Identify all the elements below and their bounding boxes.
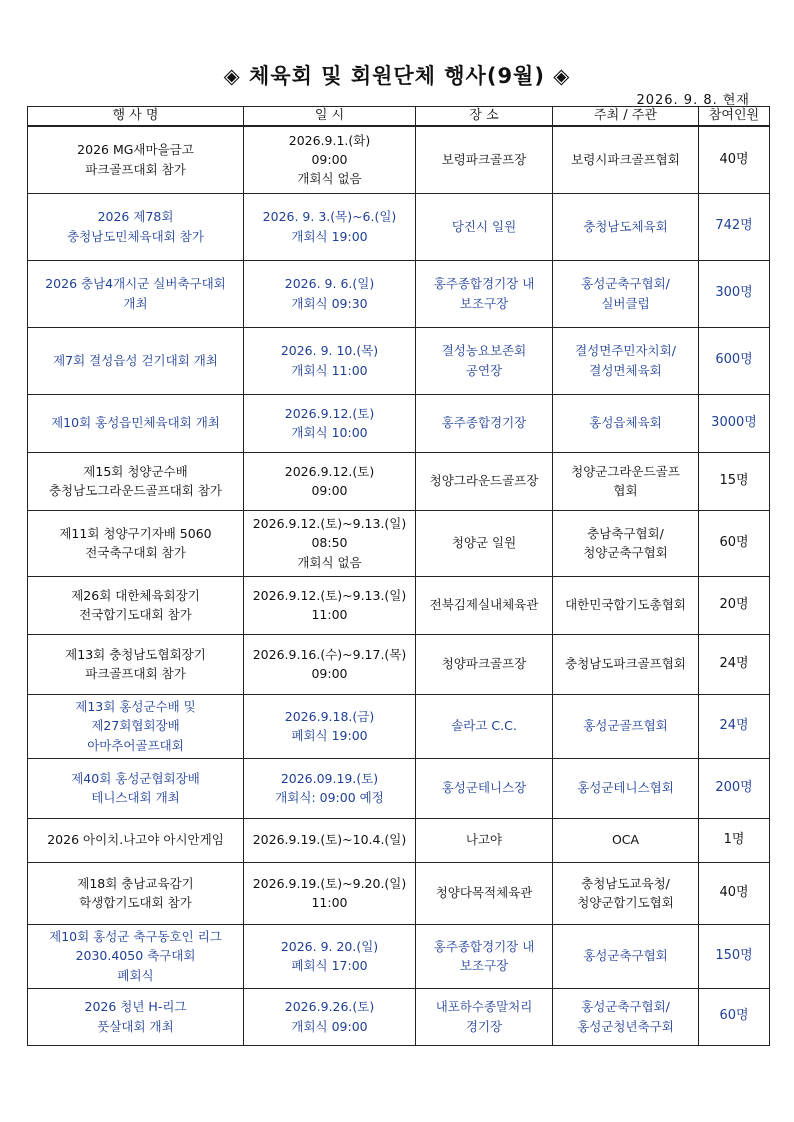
datetime-line: 개회식 09:30 xyxy=(291,295,368,311)
datetime-line: 폐회식 19:00 xyxy=(291,728,368,743)
event-name-line: 아마추어골프대회 xyxy=(87,737,184,753)
table-row xyxy=(28,452,770,510)
datetime-cell xyxy=(244,758,416,818)
participants-cell: 40명 xyxy=(699,862,770,924)
table-row xyxy=(28,510,770,576)
datetime-line: 개회식 10:00 xyxy=(291,425,368,440)
event-name-line: 충청남도그라운드골프대회 참가 xyxy=(48,483,223,498)
place-line: 청양군 일원 xyxy=(451,535,517,551)
datetime-line: 개회식: 09:00 예정 xyxy=(275,790,384,805)
host-cell xyxy=(553,452,699,510)
host-cell xyxy=(553,193,699,260)
as-of-date: 2026. 9. 8. 현재 xyxy=(636,93,750,108)
datetime-cell xyxy=(244,862,416,924)
place-cell xyxy=(416,924,553,988)
event-name-line: 충청남도민체육대회 참가 xyxy=(67,228,204,244)
datetime-cell xyxy=(244,818,416,862)
place-cell xyxy=(416,576,553,634)
host-cell xyxy=(553,862,699,924)
host-cell xyxy=(553,260,699,327)
participants-cell: 15명 xyxy=(699,452,770,510)
header-datetime: 일 시 xyxy=(244,107,416,127)
host-line: 보령시파크골프협회 xyxy=(571,152,680,168)
event-name-line: 제26회 대한체육회장기 xyxy=(71,587,200,603)
place-line: 청양다목적체육관 xyxy=(435,885,533,901)
datetime-cell xyxy=(244,924,416,988)
host-line: 홍성군청년축구회 xyxy=(577,1018,674,1034)
event-name-line: 제40회 홍성군협회장배 xyxy=(71,770,200,786)
participants-cell: 742명 xyxy=(699,193,770,260)
datetime-line: 2026.9.18.(금) xyxy=(284,708,375,724)
event-name-line: 2026 충남4개시군 실버축구대회 xyxy=(45,276,226,292)
table-row xyxy=(28,694,770,758)
datetime-line: 개회식 없음 xyxy=(297,171,362,187)
event-name-line: 파크골프대회 참가 xyxy=(85,666,186,681)
host-line: 홍성읍체육회 xyxy=(589,415,662,431)
place-line: 당진시 일원 xyxy=(451,218,517,234)
datetime-line: 09:00 xyxy=(311,152,348,168)
host-cell xyxy=(553,327,699,394)
participants-cell: 40명 xyxy=(699,126,770,193)
event-name-line: 학생합기도대회 참가 xyxy=(79,895,192,910)
table-row xyxy=(28,327,770,394)
event-name-cell xyxy=(28,327,244,394)
event-name-line: 제10회 홍성군 축구동호인 리그 xyxy=(49,928,222,944)
event-name-line: 제7회 결성읍성 걷기대회 개최 xyxy=(53,352,218,368)
participants-cell: 3000명 xyxy=(699,394,770,452)
datetime-line: 11:00 xyxy=(311,607,348,622)
host-cell xyxy=(553,988,699,1045)
datetime-line: 2026.9.16.(수)~9.17.(목) xyxy=(252,646,407,662)
table-row xyxy=(28,924,770,988)
event-name-cell xyxy=(28,510,244,576)
place-line: 내포하수종말처리 xyxy=(435,999,533,1015)
datetime-line: 2026.9.19.(토)~10.4.(일) xyxy=(252,832,407,848)
event-name-line: 풋살대회 개최 xyxy=(97,1018,174,1034)
host-line: 대한민국합기도총협회 xyxy=(565,597,686,613)
datetime-line: 2026. 9. 20.(일) xyxy=(280,938,379,954)
place-line: 청양그라운드골프장 xyxy=(429,473,539,489)
datetime-cell xyxy=(244,694,416,758)
table-row xyxy=(28,862,770,924)
place-cell xyxy=(416,260,553,327)
place-cell xyxy=(416,758,553,818)
participants-cell: 600명 xyxy=(699,327,770,394)
place-line: 보조구장 xyxy=(459,295,509,311)
datetime-line: 08:50 xyxy=(311,535,348,551)
participants-cell: 200명 xyxy=(699,758,770,818)
host-line: 충청남도파크골프협회 xyxy=(565,656,686,672)
place-line: 보조구장 xyxy=(459,958,509,973)
event-name-line: 전국합기도대회 참가 xyxy=(79,607,192,622)
header-event-name: 행 사 명 xyxy=(28,107,244,127)
datetime-line: 2026.9.12.(토)~9.13.(일) xyxy=(252,515,407,531)
place-cell xyxy=(416,327,553,394)
event-name-cell xyxy=(28,758,244,818)
page-title: ◈ 체육회 및 회원단체 행사(9월) ◈ xyxy=(223,64,571,88)
table-row xyxy=(28,394,770,452)
place-line: 결성농요보존회 xyxy=(441,343,527,359)
datetime-line: 09:00 xyxy=(311,483,348,498)
table-body xyxy=(28,126,770,1045)
datetime-line: 2026.9.12.(토)~9.13.(일) xyxy=(252,587,407,603)
place-line: 청양파크골프장 xyxy=(441,656,527,672)
event-name-cell xyxy=(28,576,244,634)
datetime-cell xyxy=(244,576,416,634)
place-cell xyxy=(416,126,553,193)
place-line: 나고야 xyxy=(465,832,503,848)
datetime-line: 09:00 xyxy=(311,666,348,681)
event-name-cell xyxy=(28,988,244,1045)
host-line: 결성면주민자치회/ xyxy=(575,343,676,359)
place-line: 전북김제실내체육관 xyxy=(429,597,539,613)
table-row xyxy=(28,818,770,862)
place-cell xyxy=(416,818,553,862)
host-cell xyxy=(553,634,699,694)
datetime-cell xyxy=(244,193,416,260)
place-cell xyxy=(416,862,553,924)
datetime-line: 개회식 없음 xyxy=(297,554,362,570)
participants-cell: 1명 xyxy=(699,818,770,862)
place-line: 홍주종합경기장 내 xyxy=(433,276,535,292)
table-row xyxy=(28,758,770,818)
participants-cell: 60명 xyxy=(699,510,770,576)
datetime-line: 2026.9.26.(토) xyxy=(284,999,375,1015)
event-name-line: 제15회 청양군수배 xyxy=(83,463,188,479)
place-cell xyxy=(416,694,553,758)
place-cell xyxy=(416,988,553,1045)
place-line: 솔라고 C.C. xyxy=(451,718,517,734)
host-line: 청양군그라운드골프 xyxy=(571,463,680,479)
participants-cell: 20명 xyxy=(699,576,770,634)
host-cell xyxy=(553,694,699,758)
host-cell xyxy=(553,126,699,193)
participants-cell: 60명 xyxy=(699,988,770,1045)
host-cell xyxy=(553,576,699,634)
place-cell xyxy=(416,452,553,510)
host-line: 홍성군축구협회/ xyxy=(581,276,670,292)
event-name-line: 2030.4050 축구대회 xyxy=(75,948,196,964)
event-name-line: 2026 아이치.나고야 아시안게임 xyxy=(47,832,224,848)
event-name-cell xyxy=(28,394,244,452)
datetime-line: 2026.09.19.(토) xyxy=(280,770,379,786)
event-name-cell xyxy=(28,452,244,510)
event-name-line: 제10회 홍성읍민체육대회 개최 xyxy=(51,415,220,431)
place-line: 홍주종합경기장 내 xyxy=(433,938,535,954)
host-cell xyxy=(553,758,699,818)
event-name-line: 제11회 청양구기자배 5060 xyxy=(59,525,212,541)
event-name-line: 제13회 충청남도협회장기 xyxy=(65,646,206,662)
event-name-line: 2026 제78회 xyxy=(97,209,174,225)
participants-cell: 24명 xyxy=(699,694,770,758)
event-name-line: 제13회 홍성군수배 및 xyxy=(75,698,196,714)
header-participants: 참여인원 xyxy=(699,107,770,127)
table-row xyxy=(28,260,770,327)
host-line: 충남축구협회/ xyxy=(587,525,664,541)
table-header-row xyxy=(28,107,770,127)
event-name-line: 제18회 충남교육감기 xyxy=(77,875,194,891)
event-name-cell xyxy=(28,126,244,193)
datetime-line: 개회식 09:00 xyxy=(291,1018,368,1034)
host-line: 홍성군골프협회 xyxy=(583,718,668,734)
datetime-line: 2026. 9. 10.(목) xyxy=(280,343,379,359)
place-line: 홍성군테니스장 xyxy=(441,780,527,796)
place-line: 공연장 xyxy=(465,362,503,378)
event-name-cell xyxy=(28,694,244,758)
host-line: 협회 xyxy=(613,483,638,498)
host-line: 실버클럽 xyxy=(601,295,650,311)
datetime-line: 2026.9.1.(화) xyxy=(288,132,371,148)
datetime-line: 개회식 11:00 xyxy=(291,362,368,378)
host-line: 청양군합기도협회 xyxy=(577,895,674,910)
datetime-line: 2026. 9. 3.(목)~6.(일) xyxy=(262,209,397,225)
host-line: 홍성군테니스협회 xyxy=(577,780,674,796)
host-cell xyxy=(553,818,699,862)
host-line: OCA xyxy=(611,832,640,848)
table-row xyxy=(28,193,770,260)
datetime-cell xyxy=(244,634,416,694)
event-name-cell xyxy=(28,818,244,862)
table-row xyxy=(28,576,770,634)
host-line: 홍성군축구협회 xyxy=(583,948,668,964)
datetime-cell xyxy=(244,452,416,510)
place-cell xyxy=(416,394,553,452)
datetime-line: 2026.9.12.(토) xyxy=(284,405,375,421)
datetime-line: 11:00 xyxy=(311,895,348,910)
event-name-line: 파크골프대회 참가 xyxy=(85,161,186,177)
event-name-line: 폐회식 xyxy=(117,967,154,983)
event-name-cell xyxy=(28,924,244,988)
event-name-line: 개최 xyxy=(123,295,148,311)
datetime-cell xyxy=(244,260,416,327)
datetime-cell xyxy=(244,394,416,452)
datetime-cell xyxy=(244,126,416,193)
place-cell xyxy=(416,510,553,576)
event-name-line: 2026 청년 H-리그 xyxy=(84,999,187,1015)
datetime-line: 폐회식 17:00 xyxy=(291,958,368,973)
host-line: 결성면체육회 xyxy=(589,362,662,378)
event-name-line: 제27회협회장배 xyxy=(91,718,180,734)
event-table xyxy=(27,106,770,1046)
event-name-line: 전국축구대회 참가 xyxy=(85,545,186,560)
event-name-cell xyxy=(28,193,244,260)
datetime-line: 2026. 9. 6.(일) xyxy=(284,276,375,292)
event-name-line: 테니스대회 개최 xyxy=(91,790,180,805)
place-line: 홍주종합경기장 xyxy=(441,415,527,431)
event-name-cell xyxy=(28,260,244,327)
participants-cell: 300명 xyxy=(699,260,770,327)
datetime-line: 2026.9.12.(토) xyxy=(284,463,375,479)
participants-cell: 150명 xyxy=(699,924,770,988)
event-name-cell xyxy=(28,862,244,924)
header-host: 주최 / 주관 xyxy=(553,107,699,127)
header-place: 장 소 xyxy=(416,107,553,127)
table-row xyxy=(28,634,770,694)
host-cell xyxy=(553,510,699,576)
host-cell xyxy=(553,924,699,988)
host-line: 청양군축구협회 xyxy=(583,545,668,560)
datetime-line: 2026.9.19.(토)~9.20.(일) xyxy=(252,875,407,891)
table-row xyxy=(28,126,770,193)
datetime-cell xyxy=(244,327,416,394)
host-cell xyxy=(553,394,699,452)
participants-cell: 24명 xyxy=(699,634,770,694)
datetime-cell xyxy=(244,988,416,1045)
datetime-cell xyxy=(244,510,416,576)
place-cell xyxy=(416,634,553,694)
event-name-line: 2026 MG새마을금고 xyxy=(77,142,194,158)
place-cell xyxy=(416,193,553,260)
host-line: 홍성군축구협회/ xyxy=(581,999,670,1015)
event-name-cell xyxy=(28,634,244,694)
place-line: 경기장 xyxy=(465,1018,503,1034)
host-line: 충청남도체육회 xyxy=(583,218,668,234)
datetime-line: 개회식 19:00 xyxy=(291,228,368,244)
table-row xyxy=(28,988,770,1045)
place-line: 보령파크골프장 xyxy=(441,152,527,168)
host-line: 충청남도교육청/ xyxy=(581,875,670,891)
